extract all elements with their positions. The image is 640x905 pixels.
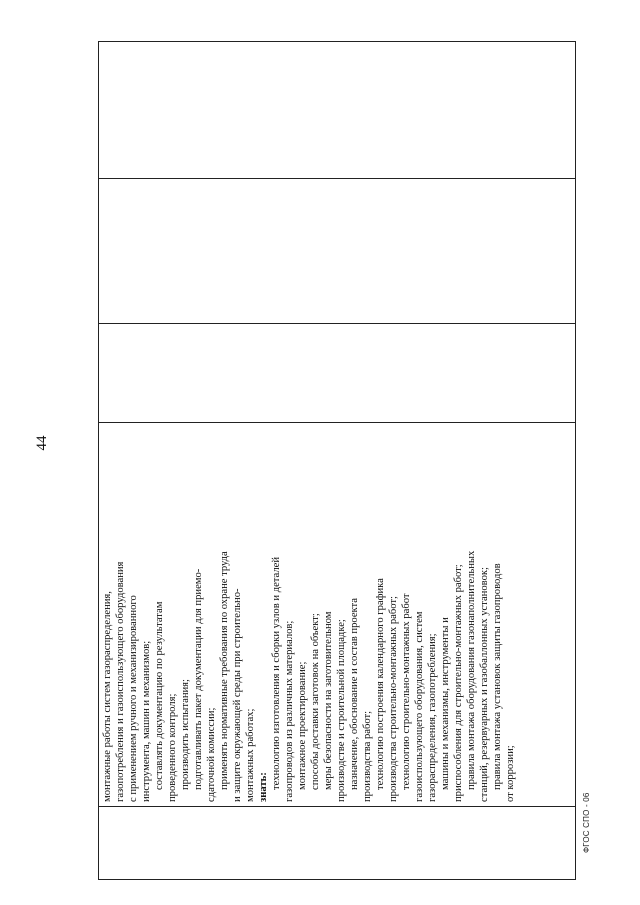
text-line: монтажные работы систем газораспределения,	[102, 591, 113, 802]
text-line: подготавливать пакет документации для приемо-	[193, 568, 204, 790]
text-line: способы доставки заготовок на объект;	[310, 613, 321, 790]
page-number: 44	[34, 435, 50, 451]
text-line: монтажных работах;	[245, 708, 256, 802]
empty-cell-3	[99, 324, 576, 423]
text-line: производстве и строительной площадке;	[336, 619, 347, 802]
text-line: газопотребления и газоиспользующего оборудования	[115, 561, 126, 802]
text-line: проведенного контроля;	[167, 693, 178, 802]
text-line: производства работ;	[362, 710, 373, 802]
text-line: составлять документацию по результатам	[154, 601, 165, 790]
text-line: правила монтажа оборудования газонаполнительных	[466, 550, 477, 790]
table-row	[99, 42, 576, 880]
empty-cell-5	[99, 42, 576, 179]
text-line: и защите окружающей среды при строительно-	[232, 588, 243, 802]
competency-table	[98, 41, 576, 880]
content-lines	[101, 427, 517, 802]
text-line: технологию построения календарного графика	[375, 578, 386, 790]
content-cell	[99, 423, 576, 807]
text-line: сдаточной комиссии;	[206, 707, 217, 802]
text-line: инструмента, машин и механизмов;	[141, 640, 152, 802]
text-line: приспособления для строительно-монтажных работ;	[453, 564, 464, 802]
text-line: монтажное проектирование;	[297, 661, 308, 790]
footer-label: ФГОС СПО - 06	[582, 792, 591, 853]
text-line: применять нормативные требования по охране труда	[219, 551, 230, 790]
text-line: с применением ручного и механизированного	[128, 595, 139, 802]
text-line: машины и механизмы, инструменты и	[440, 617, 451, 790]
text-line: производства строительно-монтажных работ;	[388, 596, 399, 802]
text-line: станций, резервуарных и газобаллонных установок;	[479, 567, 490, 802]
text-line: технологию изготовления и сборки узлов и деталей	[271, 556, 282, 790]
text-line: газораспределения, газопотребления;	[427, 633, 438, 802]
text-line: газопроводов из различных материалов;	[284, 620, 295, 802]
text-line: технологию строительно-монтажных работ	[401, 593, 412, 790]
text-line: производить испытания;	[180, 679, 191, 790]
text-line: от коррозии;	[505, 745, 516, 802]
empty-cell-code	[99, 807, 576, 880]
text-line: меры безопасности на заготовительном	[323, 611, 334, 790]
text-line: правила монтажа установок защиты газопроводов	[492, 563, 503, 790]
text-line: знать:	[258, 772, 269, 802]
empty-cell-4	[99, 179, 576, 324]
text-line: назначение, обоснование и состав проекта	[349, 598, 360, 790]
text-line: газоиспользующего оборудования, систем	[414, 611, 425, 802]
